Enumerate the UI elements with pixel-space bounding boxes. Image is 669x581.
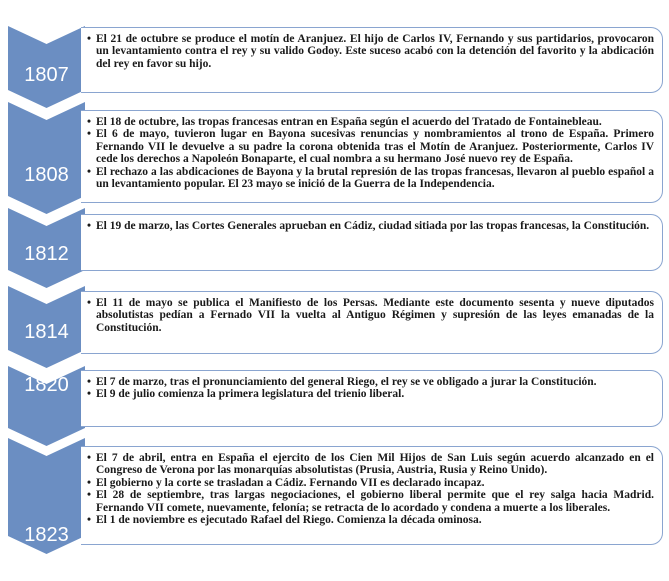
event-item: • El 9 de julio comienza la primera legislatura del trienio liberal. <box>87 388 654 400</box>
event-box <box>81 446 663 545</box>
event-item: • El gobierno y la corte se trasladan a Cádiz. Fernando VII es declarado incapaz. <box>87 477 654 489</box>
year-label: 1814 <box>24 321 69 343</box>
event-item: • El 18 de octubre, las tropas francesas entran en España según el acuerdo del Tratado de Fontainebleau. <box>87 116 654 128</box>
year-label: 1820 <box>24 374 69 396</box>
event-item: • El 21 de octubre se produce el motín de Aranjuez. El hijo de Carlos IV, Fernando y sus partidarios, provocaron un levantamiento contra el rey y su valido Godoy. Este suceso acabó con la detención del favorito y la abdicación del rey en favor su hijo. <box>87 33 654 70</box>
year-label: 1807 <box>24 64 69 86</box>
event-item: • El 7 de marzo, tras el pronunciamiento del general Riego, el rey se ve obligado a jurar la Constitución. <box>87 376 654 388</box>
year-label: 1812 <box>24 243 69 265</box>
year-label: 1808 <box>24 164 69 186</box>
event-item: • El rechazo a las abdicaciones de Bayona y la brutal represión de las tropas francesas, llevaron al pueblo español a un levantamiento popular. El 23 mayo se inició de la Guerra de la Independencia. <box>87 166 654 191</box>
event-item: • El 6 de mayo, tuvieron lugar en Bayona sucesivas renuncias y nombramientos al trono de España. Primero Fernando VII le devuelve a su padre la corona obtenida tras el Motín de Aranjuez. Posteriormente, Carlos IV cede los derechos a Napoleón Bonaparte, el cual nombra a su hermano José nuevo rey de España. <box>87 128 654 165</box>
event-item: • El 19 de marzo, las Cortes Generales aprueban en Cádiz, ciudad sitiada por las tropas francesas, la Constitución. <box>87 220 654 232</box>
event-item: • El 1 de noviembre es ejecutado Rafael del Riego. Comienza la década ominosa. <box>87 514 654 526</box>
year-label: 1823 <box>24 524 69 546</box>
event-item: • El 28 de septiembre, tras largas negociaciones, el gobierno liberal permite que el rey salga hacia Madrid. Fernando VII comete, nuevamente, felonía; se retracta de lo acordado y condena a muerte a los liberales. <box>87 489 654 514</box>
event-item: • El 11 de mayo se publica el Manifiesto de los Persas. Mediante este documento sesenta y nueve diputados absolutistas pedían a Fernado VII la vuelta al Antiguo Régimen y supresión de las leyes emanadas de la Constitución. <box>87 297 654 334</box>
event-item: • El 7 de abril, entra en España el ejercito de los Cien Mil Hijos de San Luis según acuerdo alcanzado en el Congreso de Verona por las monarquías absolutistas (Prusia, Austria, Rusia y Reino Unido). <box>87 452 654 477</box>
